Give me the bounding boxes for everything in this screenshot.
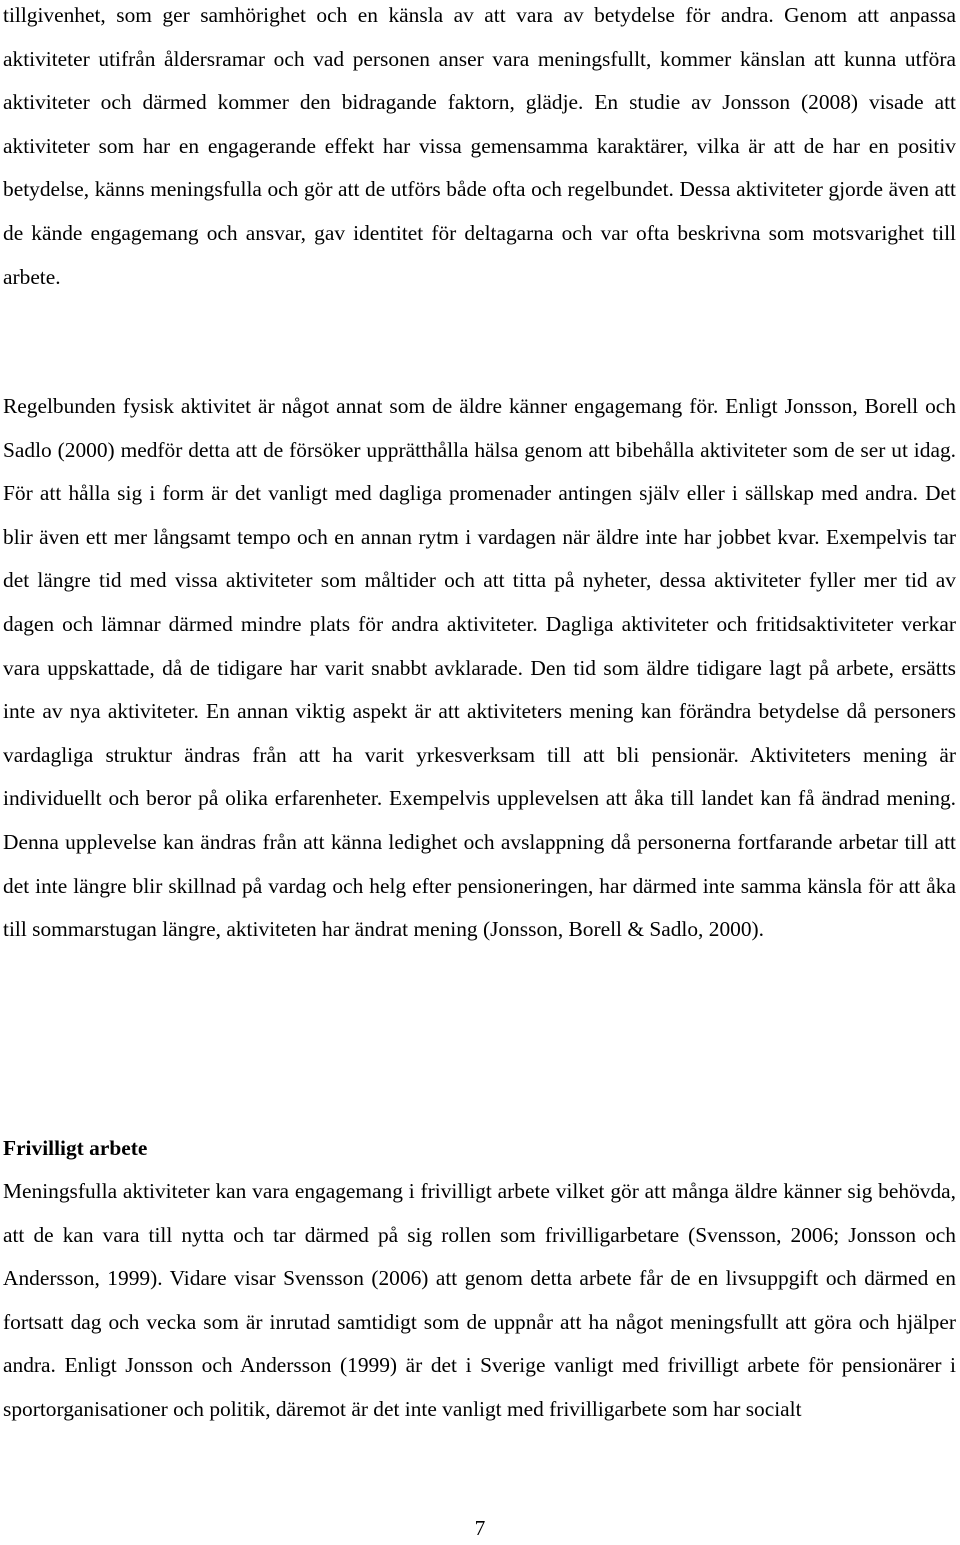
paragraph-volunteer-work: Meningsfulla aktiviteter kan vara engagemang i frivilligt arbete vilket gör att många äldre känner sig behövda, att de kan vara till nytta och tar därmed på sig rollen som frivilligarbetare (Svensson, 2006; Jonsson och Andersson, 1999). Vidare visar Svensson (2006) att genom detta arbete får de en livsuppgift och därmed en fortsatt dag och vecka som är inrutad samtidigt som de uppnår att ha något meningsfullt att göra och hjälper andra. Enligt Jonsson och Andersson (1999) är det i Sverige vanligt med frivilligt arbete för pensionärer i sportorganisationer och politik, däremot är det inte vanligt med frivilligarbete som har socialt <box>3 1179 956 1421</box>
section-heading: Frivilligt arbete <box>3 1136 148 1160</box>
page-number: 7 <box>474 1516 486 1540</box>
paragraph-physical-activity: Regelbunden fysisk aktivitet är något annat som de äldre känner engagemang för. Enligt Jonsson, Borell och Sadlo (2000) medför detta att de försöker upprätthålla hälsa genom att bibehålla aktiviteter som de ser ut idag. För att hålla sig i form är det vanligt med dagliga promenader antingen själv eller i sällskap med andra. Det blir även ett mer långsamt tempo och en annan rytm i vardagen när äldre inte har jobbet kvar. Exempelvis tar det längre tid med vissa aktiviteter som måltider och att titta på nyheter, dessa aktiviteter fyller mer tid av dagen och lämnar därmed mindre plats för andra aktiviteter. Dagliga aktiviteter och fritidsaktiviteter verkar vara uppskattade, då de tidigare har varit snabbt avklarade. Den tid som äldre tidigare lagt på arbete, ersätts inte av nya aktiviteter. En annan viktig aspekt är att aktiviteters mening kan förändra betydelse då personers vardagliga struktur ändras från att ha varit yrkesverksam till att bli pensionär. Aktiviteters mening är individuellt och beror på olika erfarenheter. Exempelvis upplevelsen att åka till landet kan få ändrad mening. Denna upplevelse kan ändras från att känna ledighet och avslappning då personerna fortfarande arbetar till att det inte längre blir skillnad på vardag och helg efter pensioneringen, har därmed inte samma känsla för att åka till sommarstugan längre, aktiviteten har ändrat mening (Jonsson, Borell & Sadlo, 2000). <box>3 394 956 942</box>
paragraph-engagement: tillgivenhet, som ger samhörighet och en känsla av att vara av betydelse för andra. Genom att anpassa aktiviteter utifrån åldersramar och vad personen anser vara meningsfullt, kommer känslan att kunna utföra aktiviteter och därmed kommer den bidragande faktorn, glädje. En studie av Jonsson (2008) visade att aktiviteter som har en engagerande effekt har vissa gemensamma karaktärer, vilka är att de har en positiv betydelse, känns meningsfulla och gör att de utförs både ofta och regelbundet. Dessa aktiviteter gjorde även att de kände engagemang och ansvar, gav identitet för deltagarna och var ofta beskrivna som motsvarighet till arbete. <box>3 3 956 289</box>
